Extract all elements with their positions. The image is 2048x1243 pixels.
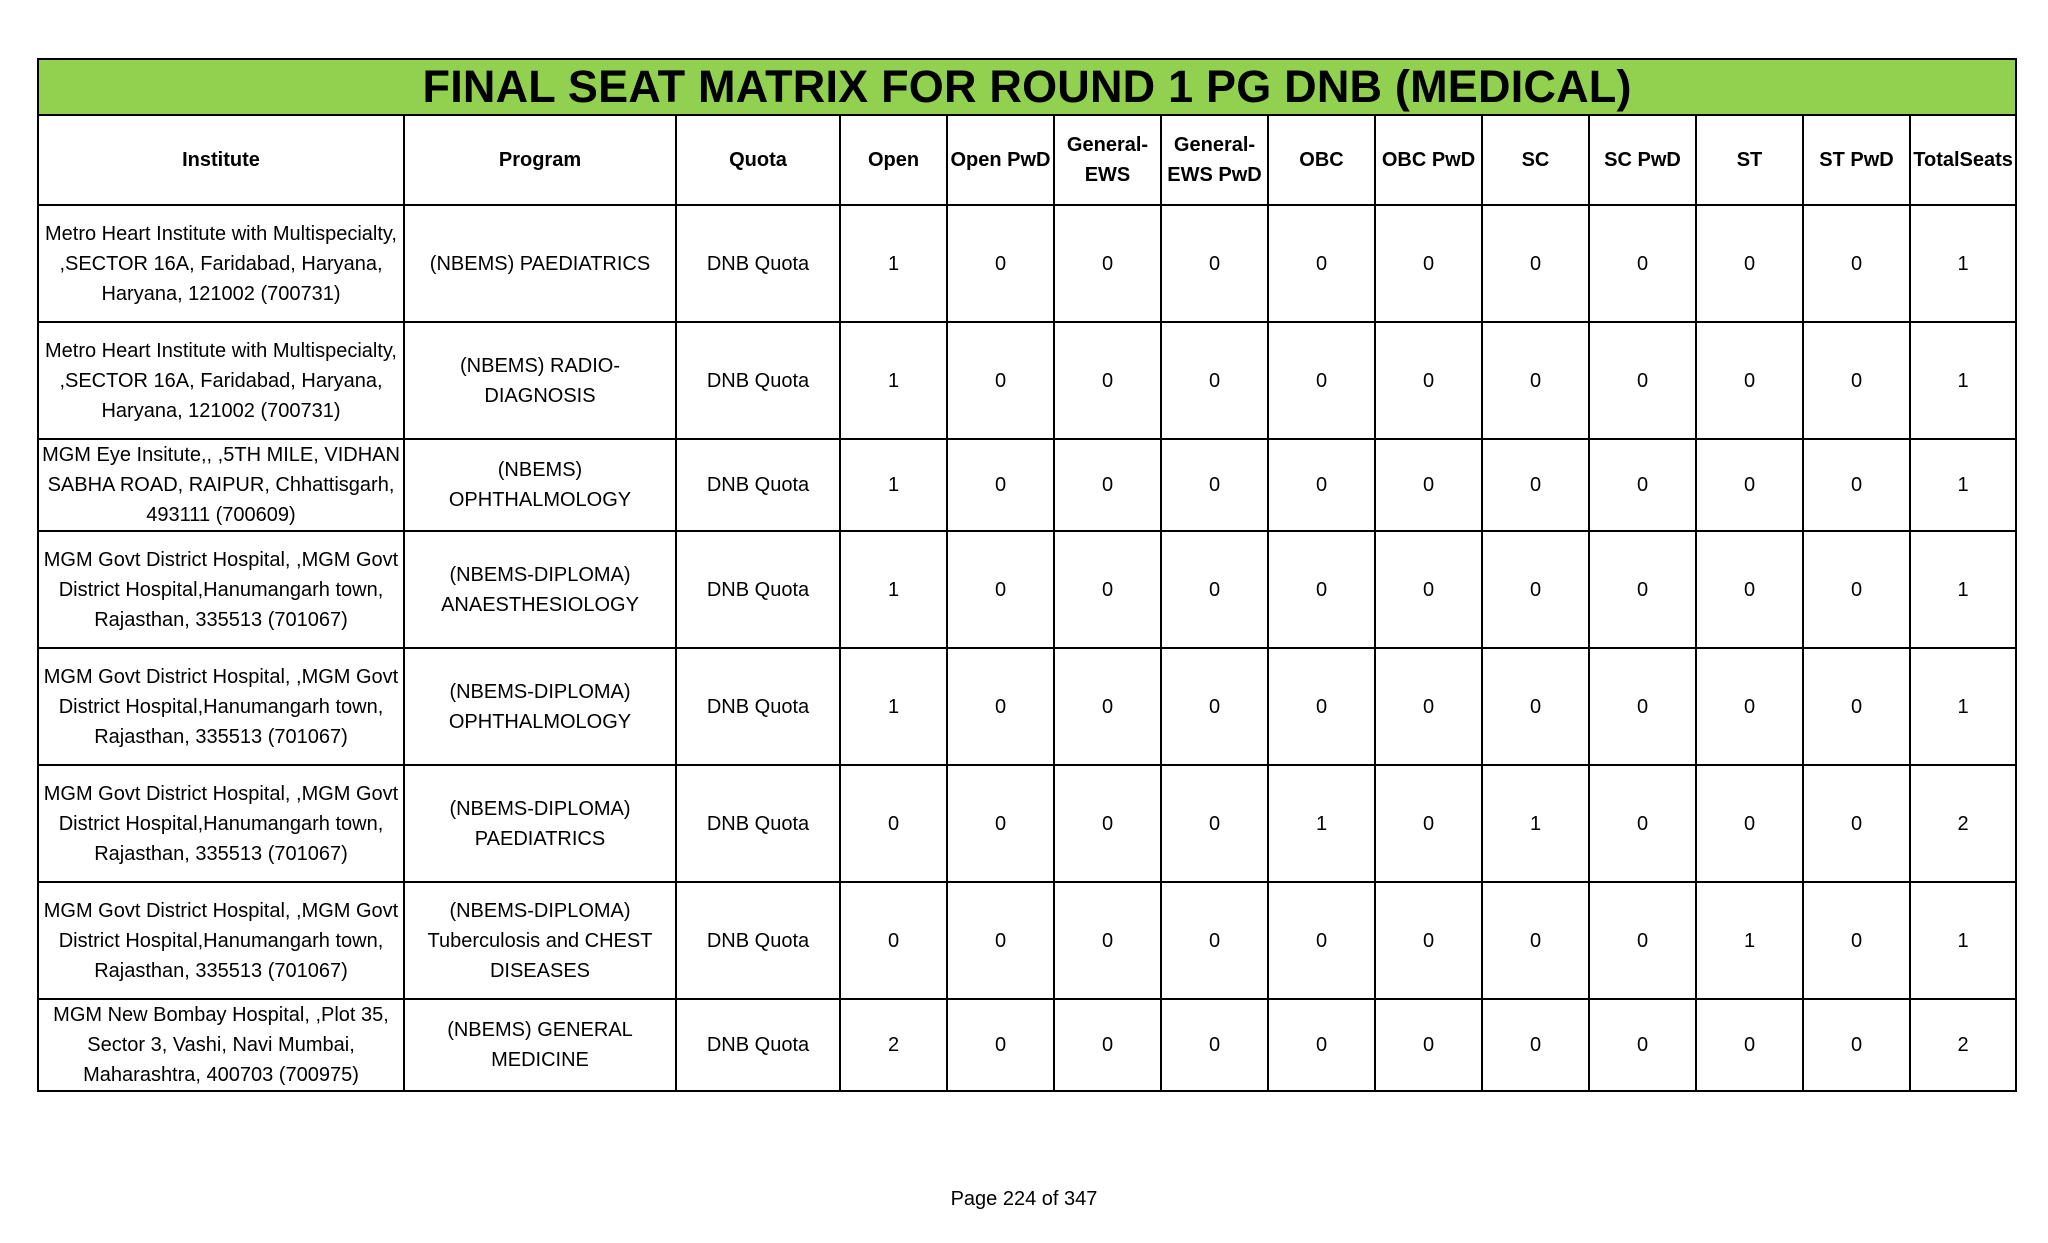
cell-open-pwd: 0 (947, 765, 1054, 882)
col-header-sc-pwd: SC PwD (1589, 115, 1696, 205)
col-header-general-ews: General-EWS (1054, 115, 1161, 205)
cell-obc-pwd: 0 (1375, 205, 1482, 322)
cell-total-seats: 1 (1910, 531, 2016, 648)
cell-general-ews-pwd: 0 (1161, 882, 1268, 999)
cell-quota: DNB Quota (676, 439, 840, 531)
cell-open: 0 (840, 882, 947, 999)
cell-open: 1 (840, 322, 947, 439)
col-header-general-ews-pwd: General-EWS PwD (1161, 115, 1268, 205)
cell-general-ews: 0 (1054, 531, 1161, 648)
cell-general-ews-pwd: 0 (1161, 322, 1268, 439)
cell-sc: 0 (1482, 999, 1589, 1091)
table-row (38, 999, 2016, 1091)
cell-total-seats: 1 (1910, 882, 2016, 999)
cell-quota: DNB Quota (676, 531, 840, 648)
cell-sc-pwd: 0 (1589, 648, 1696, 765)
cell-obc: 0 (1268, 648, 1375, 765)
col-header-open-pwd: Open PwD (947, 115, 1054, 205)
col-header-quota: Quota (676, 115, 840, 205)
cell-obc: 0 (1268, 205, 1375, 322)
cell-st: 0 (1696, 531, 1803, 648)
cell-institute: MGM Eye Insitute,, ,5TH MILE, VIDHAN SABHA ROAD, RAIPUR, Chhattisgarh, 493111 (700609) (38, 439, 404, 531)
cell-total-seats: 1 (1910, 205, 2016, 322)
col-header-institute: Institute (38, 115, 404, 205)
cell-st: 0 (1696, 765, 1803, 882)
cell-quota: DNB Quota (676, 322, 840, 439)
cell-total-seats: 1 (1910, 322, 2016, 439)
cell-total-seats: 1 (1910, 648, 2016, 765)
cell-general-ews-pwd: 0 (1161, 439, 1268, 531)
cell-sc-pwd: 0 (1589, 439, 1696, 531)
cell-open: 1 (840, 439, 947, 531)
cell-open: 2 (840, 999, 947, 1091)
table-row (38, 765, 2016, 882)
cell-open: 0 (840, 765, 947, 882)
table-row (38, 882, 2016, 999)
cell-general-ews: 0 (1054, 882, 1161, 999)
cell-st-pwd: 0 (1803, 765, 1910, 882)
title-row (38, 59, 2016, 115)
cell-general-ews-pwd: 0 (1161, 765, 1268, 882)
cell-institute: Metro Heart Institute with Multispecialty, ,SECTOR 16A, Faridabad, Haryana, Haryana, 121002 (700731) (38, 205, 404, 322)
cell-general-ews: 0 (1054, 765, 1161, 882)
cell-institute: MGM Govt District Hospital, ,MGM Govt District Hospital,Hanumangarh town, Rajasthan, 335513 (701067) (38, 882, 404, 999)
table-row (38, 648, 2016, 765)
col-header-obc: OBC (1268, 115, 1375, 205)
col-header-st: ST (1696, 115, 1803, 205)
cell-quota: DNB Quota (676, 765, 840, 882)
cell-open: 1 (840, 205, 947, 322)
cell-obc-pwd: 0 (1375, 322, 1482, 439)
cell-st: 0 (1696, 439, 1803, 531)
cell-open-pwd: 0 (947, 439, 1054, 531)
cell-general-ews-pwd: 0 (1161, 205, 1268, 322)
table-row (38, 322, 2016, 439)
cell-general-ews-pwd: 0 (1161, 648, 1268, 765)
cell-sc: 0 (1482, 531, 1589, 648)
cell-st: 0 (1696, 205, 1803, 322)
cell-open-pwd: 0 (947, 205, 1054, 322)
cell-sc: 0 (1482, 205, 1589, 322)
cell-sc-pwd: 0 (1589, 999, 1696, 1091)
cell-sc: 1 (1482, 765, 1589, 882)
cell-obc-pwd: 0 (1375, 531, 1482, 648)
cell-sc: 0 (1482, 648, 1589, 765)
cell-obc: 0 (1268, 882, 1375, 999)
header-row (38, 115, 2016, 205)
cell-institute: MGM New Bombay Hospital, ,Plot 35, Sector 3, Vashi, Navi Mumbai, Maharashtra, 400703 (700975) (38, 999, 404, 1091)
cell-obc-pwd: 0 (1375, 882, 1482, 999)
cell-total-seats: 2 (1910, 765, 2016, 882)
cell-total-seats: 1 (1910, 439, 2016, 531)
cell-quota: DNB Quota (676, 999, 840, 1091)
cell-program: (NBEMS-DIPLOMA) OPHTHALMOLOGY (404, 648, 676, 765)
cell-st-pwd: 0 (1803, 322, 1910, 439)
cell-general-ews: 0 (1054, 999, 1161, 1091)
cell-obc: 0 (1268, 439, 1375, 531)
col-header-obc-pwd: OBC PwD (1375, 115, 1482, 205)
cell-st-pwd: 0 (1803, 531, 1910, 648)
cell-open-pwd: 0 (947, 531, 1054, 648)
cell-general-ews-pwd: 0 (1161, 531, 1268, 648)
cell-program: (NBEMS) RADIO-DIAGNOSIS (404, 322, 676, 439)
cell-quota: DNB Quota (676, 205, 840, 322)
cell-institute: MGM Govt District Hospital, ,MGM Govt District Hospital,Hanumangarh town, Rajasthan, 335513 (701067) (38, 531, 404, 648)
cell-institute: Metro Heart Institute with Multispecialty, ,SECTOR 16A, Faridabad, Haryana, Haryana, 121002 (700731) (38, 322, 404, 439)
cell-general-ews: 0 (1054, 205, 1161, 322)
cell-open: 1 (840, 531, 947, 648)
col-header-total-seats: TotalSeats (1910, 115, 2016, 205)
cell-obc-pwd: 0 (1375, 439, 1482, 531)
cell-total-seats: 2 (1910, 999, 2016, 1091)
cell-program: (NBEMS) OPHTHALMOLOGY (404, 439, 676, 531)
cell-sc-pwd: 0 (1589, 882, 1696, 999)
cell-sc-pwd: 0 (1589, 765, 1696, 882)
cell-obc-pwd: 0 (1375, 999, 1482, 1091)
col-header-open: Open (840, 115, 947, 205)
cell-quota: DNB Quota (676, 882, 840, 999)
cell-general-ews: 0 (1054, 439, 1161, 531)
page-number: Page 224 of 347 (950, 1188, 1098, 1210)
cell-open-pwd: 0 (947, 882, 1054, 999)
table-row (38, 439, 2016, 531)
cell-st: 0 (1696, 322, 1803, 439)
cell-obc-pwd: 0 (1375, 648, 1482, 765)
cell-st-pwd: 0 (1803, 882, 1910, 999)
cell-institute: MGM Govt District Hospital, ,MGM Govt District Hospital,Hanumangarh town, Rajasthan, 335513 (701067) (38, 648, 404, 765)
cell-program: (NBEMS-DIPLOMA) ANAESTHESIOLOGY (404, 531, 676, 648)
cell-program: (NBEMS) PAEDIATRICS (404, 205, 676, 322)
table-row (38, 205, 2016, 322)
cell-st-pwd: 0 (1803, 205, 1910, 322)
cell-general-ews-pwd: 0 (1161, 999, 1268, 1091)
cell-sc-pwd: 0 (1589, 322, 1696, 439)
cell-program: (NBEMS-DIPLOMA) Tuberculosis and CHEST DISEASES (404, 882, 676, 999)
cell-sc-pwd: 0 (1589, 205, 1696, 322)
cell-sc-pwd: 0 (1589, 531, 1696, 648)
cell-program: (NBEMS-DIPLOMA) PAEDIATRICS (404, 765, 676, 882)
cell-sc: 0 (1482, 882, 1589, 999)
cell-open-pwd: 0 (947, 648, 1054, 765)
cell-obc: 0 (1268, 999, 1375, 1091)
cell-general-ews: 0 (1054, 648, 1161, 765)
cell-sc: 0 (1482, 439, 1589, 531)
cell-quota: DNB Quota (676, 648, 840, 765)
cell-open-pwd: 0 (947, 999, 1054, 1091)
cell-st: 0 (1696, 999, 1803, 1091)
col-header-sc: SC (1482, 115, 1589, 205)
cell-st-pwd: 0 (1803, 439, 1910, 531)
cell-sc: 0 (1482, 322, 1589, 439)
cell-obc: 0 (1268, 531, 1375, 648)
col-header-program: Program (404, 115, 676, 205)
cell-obc-pwd: 0 (1375, 765, 1482, 882)
cell-open-pwd: 0 (947, 322, 1054, 439)
cell-program: (NBEMS) GENERAL MEDICINE (404, 999, 676, 1091)
cell-general-ews: 0 (1054, 322, 1161, 439)
cell-open: 1 (840, 648, 947, 765)
table-row (38, 531, 2016, 648)
cell-st-pwd: 0 (1803, 999, 1910, 1091)
page-title: FINAL SEAT MATRIX FOR ROUND 1 PG DNB (MEDICAL) (38, 59, 2016, 115)
seat-matrix-table (37, 58, 2017, 1092)
cell-obc: 1 (1268, 765, 1375, 882)
cell-obc: 0 (1268, 322, 1375, 439)
cell-st: 0 (1696, 648, 1803, 765)
col-header-st-pwd: ST PwD (1803, 115, 1910, 205)
cell-institute: MGM Govt District Hospital, ,MGM Govt District Hospital,Hanumangarh town, Rajasthan, 335513 (701067) (38, 765, 404, 882)
cell-st: 1 (1696, 882, 1803, 999)
cell-st-pwd: 0 (1803, 648, 1910, 765)
